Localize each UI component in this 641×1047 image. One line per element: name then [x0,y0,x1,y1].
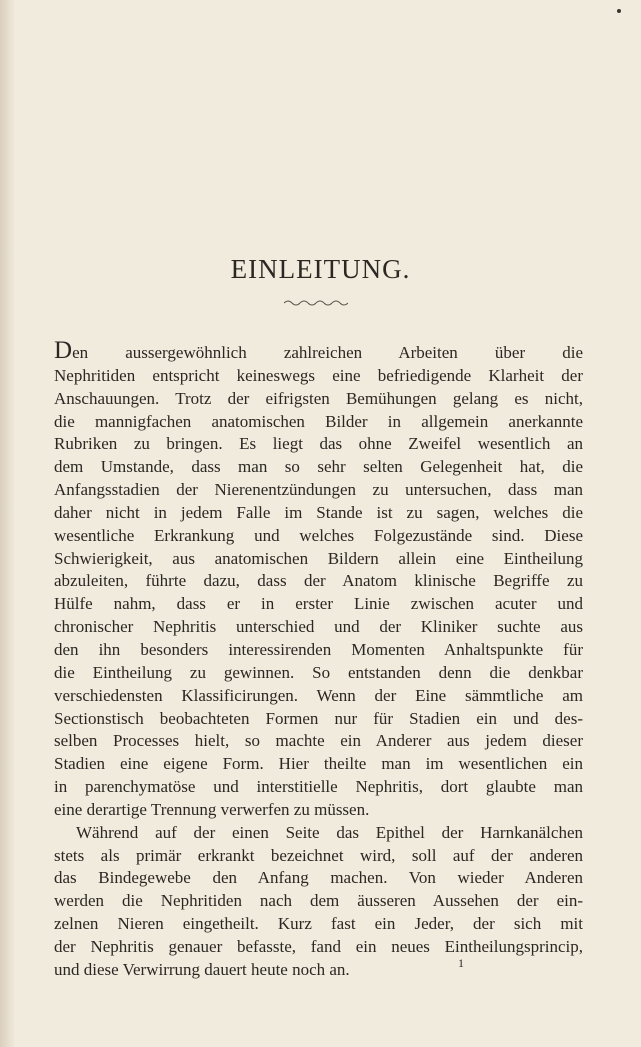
text-line: der Nephritis genauer befasste, fand ein neues Eintheilungsprincip, [54,936,583,956]
text-line: verschiedensten Klassificirungen. Wenn der Eine sämmtliche am [54,685,583,705]
text-line: daher nicht in jedem Falle im Stande ist zu sagen, welches die [54,502,583,522]
text-line: stets als primär erkrankt bezeichnet wird, soll auf der anderen [54,845,583,865]
ornament-divider [284,299,348,307]
text-line: Anfangsstadien der Nierenentzündungen zu untersuchen, dass man [54,480,583,500]
text-line: selben Processes hielt, so machte ein Anderer aus jedem dieser [54,731,583,751]
text-line: den ihn besonders interessirenden Momenten Anhaltspunkte für [54,639,583,659]
text-line: Hülfe nahm, dass er in erster Linie zwischen acuter und [54,594,583,614]
text-line: eine derartige Trennung verwerfen zu müssen. [54,799,370,819]
body-text [54,337,583,982]
text-line: Rubriken zu bringen. Es liegt das ohne Zweifel wesentlich an [54,434,583,454]
text-line: Schwierigkeit, aus anatomischen Bildern allein eine Eintheilung [54,548,583,568]
text-line: Nephritiden entspricht keineswegs eine befriedigende Klarheit der [54,365,583,385]
text-line: Stadien eine eigene Form. Hier theilte man im wesentlichen ein [54,754,583,774]
text-line: die Eintheilung zu gewinnen. So entstanden denn die denkbar [54,662,583,682]
text-line: Während auf der einen Seite das Epithel der Harnkanälchen [76,822,583,842]
text-line: dem Umstande, dass man so sehr selten Gelegenheit hat, die [54,457,583,477]
text-line: das Bindegewebe den Anfang machen. Von wieder Anderen [54,868,583,888]
first-line-text: en aussergewöhnlich zahlreichen Arbeiten über die [72,343,583,362]
text-line: werden die Nephritiden nach dem äusseren Aussehen der ein- [54,891,583,911]
text-line: zelnen Nieren eingetheilt. Kurz fast ein Jeder, der sich mit [54,914,583,934]
text-line: chronischer Nephritis unterschied und der Kliniker suchte aus [54,617,583,637]
text-line: Anschauungen. Trotz der eifrigsten Bemühungen gelang es nicht, [54,388,583,408]
page-title: EINLEITUNG. [230,254,411,284]
text-line: abzuleiten, führte dazu, dass der Anatom klinische Begriffe zu [54,571,583,591]
text-line: und diese Verwirrung dauert heute noch an. [54,959,350,979]
page-number: 1 [458,956,464,970]
text-line: in parenchymatöse und interstitielle Nephritis, dort glaubte man [54,777,583,797]
text-line [54,337,583,365]
page-edge-shadow [0,0,14,1047]
ink-spot [617,9,621,13]
text-line: Sectionstisch beobachteten Formen nur für Stadien ein und des- [54,708,583,728]
text-line: die mannigfachen anatomischen Bilder in allgemein anerkannte [54,411,583,431]
drop-cap: D [54,337,73,364]
text-line: wesentliche Erkrankung und welches Folgezustände sind. Diese [54,525,583,545]
